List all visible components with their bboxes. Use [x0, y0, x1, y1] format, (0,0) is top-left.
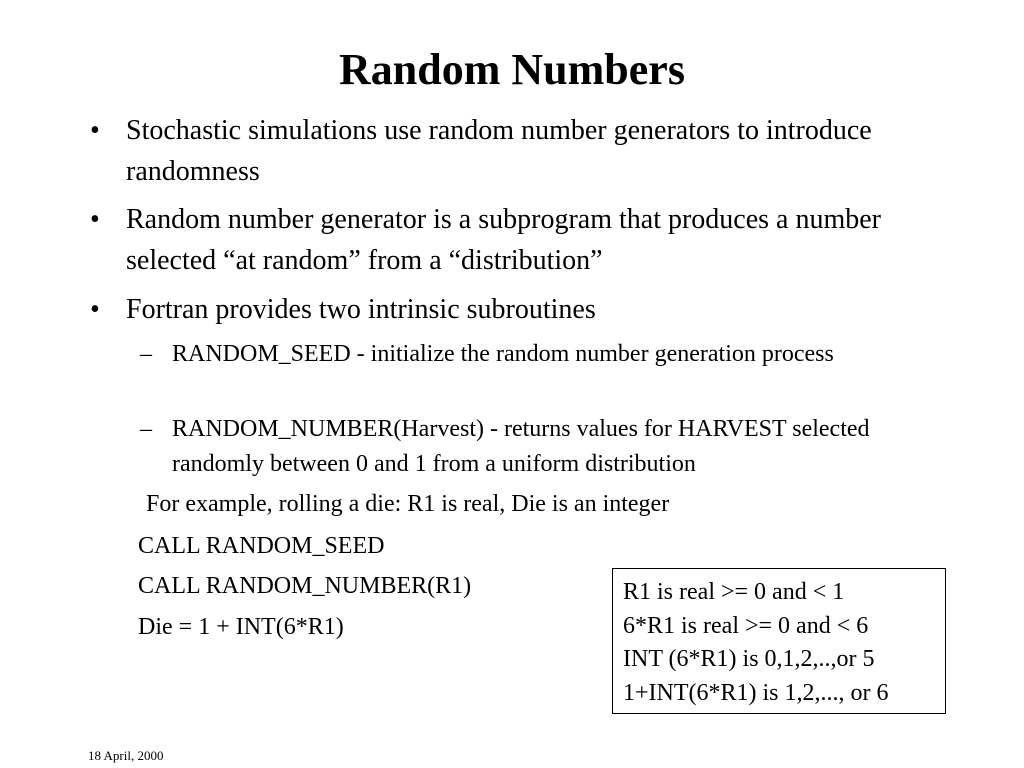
- footer-date: 18 April, 2000: [88, 748, 164, 763]
- explanation-box: [612, 568, 946, 714]
- code-line: CALL RANDOM_SEED: [138, 533, 385, 559]
- example-intro: For example, rolling a die: R1 is real, Die is an integer: [146, 491, 670, 517]
- sub-bullet-text: RANDOM_SEED - initialize the random number generation process: [172, 341, 834, 367]
- code-line: CALL RANDOM_NUMBER(R1): [138, 573, 472, 599]
- bullet-item: [90, 289, 950, 330]
- bullet-item: [90, 110, 950, 192]
- sub-bullet-marker: –: [140, 416, 152, 442]
- sub-bullet-item: [140, 412, 940, 482]
- bullet-text: Stochastic simulations use random number generators to introduce randomness: [126, 115, 872, 187]
- bullet-marker: •: [90, 115, 100, 146]
- sub-bullet-item: [140, 337, 940, 372]
- note-line: R1 is real >= 0 and < 1: [623, 579, 845, 605]
- sub-bullet-marker: –: [140, 341, 152, 367]
- note-line: INT (6*R1) is 0,1,2,..,or 5: [623, 646, 875, 672]
- slide-title: Random Numbers: [339, 45, 685, 94]
- code-line: Die = 1 + INT(6*R1): [138, 614, 344, 640]
- sub-bullet-text: RANDOM_NUMBER(Harvest) - returns values for HARVEST selected randomly between 0 and 1 from a uniform distribution: [172, 416, 870, 477]
- note-line: 1+INT(6*R1) is 1,2,..., or 6: [623, 679, 889, 706]
- bullet-marker: •: [90, 294, 100, 325]
- bullet-item: [90, 199, 950, 281]
- bullet-text: Fortran provides two intrinsic subroutines: [126, 294, 596, 325]
- note-line: 6*R1 is real >= 0 and < 6: [623, 612, 869, 639]
- bullet-marker: •: [90, 204, 100, 235]
- bullet-text: Random number generator is a subprogram that produces a number selected “at random” from a “distribution”: [126, 204, 882, 276]
